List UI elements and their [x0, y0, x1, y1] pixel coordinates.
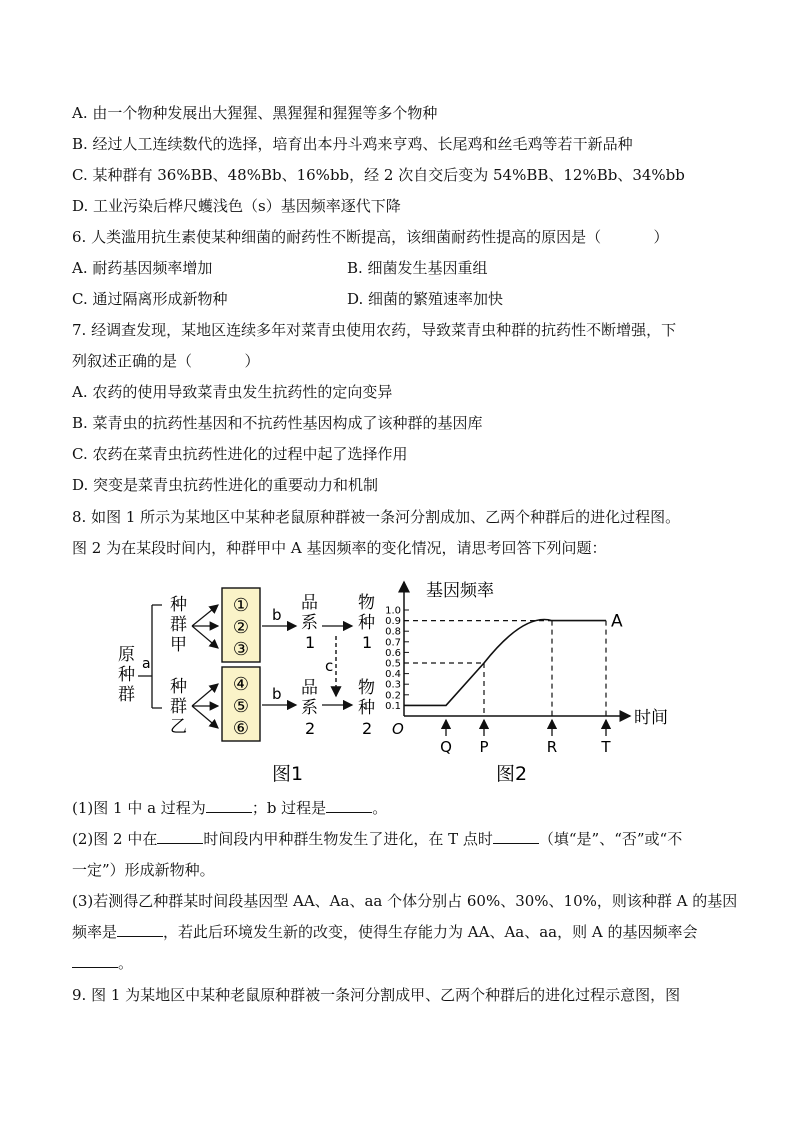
mutation-4: ④	[232, 674, 250, 695]
q5-option-a: A. 由一个物种发展出大猩猩、黑猩猩和猩猩等多个物种	[72, 104, 438, 122]
q8-sub1-pre: (1)图 1 中 a 过程为	[72, 799, 206, 817]
y-tick-label: 1.0	[385, 605, 401, 617]
species2-label-1: 物	[358, 678, 375, 698]
guide-lines	[404, 621, 606, 716]
figures-svg	[100, 578, 700, 790]
root-label-2: 种	[118, 665, 135, 685]
q7-option-c: C. 农药在菜青虫抗药性进化的过程中起了选择作用	[72, 445, 408, 463]
strain1-label-2: 系	[301, 613, 318, 633]
q9-stem-line1: 9. 图 1 为某地区中某种老鼠原种群被一条河分割成甲、乙两个种群后的进化过程示意图，图	[72, 986, 681, 1004]
q5-option-c: C. 某种群有 36%BB、48%Bb、16%bb，经 2 次自交后变为 54%BB、12%Bb、34%bb	[72, 166, 685, 184]
q8-figures	[100, 578, 700, 790]
q7-stem-line2: 列叙述正确的是（ ）	[72, 352, 260, 370]
origin-label: O	[392, 720, 404, 738]
q6-stem: 6. 人类滥用抗生素使某种细菌的耐药性不断提高，该细菌耐药性提高的原因是（ ）	[72, 228, 669, 246]
mutation-6: ⑥	[232, 718, 250, 739]
arrow-pop2-3	[192, 706, 218, 728]
q8-sub2	[72, 829, 682, 849]
strain1-label-1: 品	[301, 593, 318, 613]
figure-2-caption: 图2	[496, 763, 528, 785]
figure-2	[385, 581, 668, 785]
y-tick-label: 0.1	[385, 700, 401, 712]
q8-sub2-pre: (2)图 2 中在	[72, 830, 158, 848]
edge-a-label: a	[142, 656, 151, 672]
pop1-label-2: 群	[170, 615, 187, 635]
strain1-label-3: 1	[305, 633, 316, 652]
q8-sub3-end: 。	[118, 954, 134, 972]
q6-option-c: C. 通过隔离形成新物种	[72, 290, 228, 308]
x-mark-label: T	[601, 738, 611, 756]
y-tick-label: 0.4	[385, 669, 401, 681]
edge-b-label-2: b	[272, 685, 282, 703]
q8-sub3-pre: 频率是	[72, 923, 118, 941]
q8-sub2-mid: 时间段内甲种群生物发生了进化，在 T 点时	[203, 830, 493, 848]
mutation-5: ⑤	[232, 696, 250, 717]
q8-sub1-mid: ；b 过程是	[251, 799, 327, 817]
x-mark-label: Q	[440, 738, 452, 756]
arrow-pop1-3	[192, 626, 218, 648]
q8-stem-line1: 8. 如图 1 所示为某地区中某种老鼠原种群被一条河分割成加、乙两个种群后的进化过程图。	[72, 508, 681, 526]
q5-option-d: D. 工业污染后桦尺蠖浅色（s）基因频率逐代下降	[72, 197, 401, 215]
q6-option-a: A. 耐药基因频率增加	[72, 259, 213, 277]
species1-label-3: 1	[362, 633, 373, 652]
q7-stem-line1: 7. 经调查发现，某地区连续多年对菜青虫使用农药，导致菜青虫种群的抗药性不断增强，下	[72, 321, 677, 339]
pop1-label-1: 种	[170, 595, 187, 615]
figure-1-caption: 图1	[272, 763, 304, 785]
y-tick-label: 0.9	[385, 616, 401, 628]
curve-label-a: A	[611, 611, 623, 632]
root-label-1: 原	[118, 645, 135, 665]
arrow-pop1-1	[192, 605, 218, 626]
mutation-3: ③	[232, 639, 250, 660]
mutation-1: ①	[232, 595, 250, 616]
x-mark-group	[440, 720, 611, 756]
pop2-label-3: 乙	[170, 717, 187, 737]
y-tick-label: 0.8	[385, 626, 401, 638]
q8-sub3-mid: ，若此后环境发生新的改变，使得生存能力为 AA、Aa、aa，则 A 的基因频率会	[163, 923, 698, 941]
pop2-label-1: 种	[170, 677, 187, 697]
figure-1	[118, 588, 375, 785]
answer-blank-3[interactable]	[157, 829, 203, 844]
y-tick-label: 0.2	[385, 690, 401, 702]
answer-blank-2[interactable]	[326, 798, 372, 813]
pop1-label-3: 甲	[170, 635, 187, 655]
x-mark-label: R	[546, 738, 558, 756]
answer-blank-4[interactable]	[493, 829, 539, 844]
strain2-label-2: 系	[301, 698, 318, 718]
pop2-label-2: 群	[170, 697, 187, 717]
answer-blank-1[interactable]	[206, 798, 252, 813]
answer-blank-5[interactable]	[117, 922, 163, 937]
y-tick-label: 0.7	[385, 637, 401, 649]
strain2-label-3: 2	[305, 719, 316, 738]
species2-label-3: 2	[362, 719, 373, 738]
arrow-pop2-1	[192, 684, 218, 706]
q7-option-b: B. 菜青虫的抗药性基因和不抗药性基因构成了该种群的基因库	[72, 414, 483, 432]
strain2-label-1: 品	[301, 678, 318, 698]
q6-option-d: D. 细菌的繁殖速率加快	[347, 290, 504, 308]
y-tick-label: 0.5	[385, 658, 401, 670]
q8-sub3-line3	[72, 953, 133, 973]
q8-stem-line2: 图 2 为在某段时间内，种群甲中 A 基因频率的变化情况，请思考回答下列问题：	[72, 539, 607, 557]
q7-option-a: A. 农药的使用导致菜青虫发生抗药性的定向变异	[72, 383, 393, 401]
edge-c-label: c	[325, 657, 334, 675]
y-tick-label: 0.3	[385, 679, 401, 691]
q7-option-d: D. 突变是菜青虫抗药性进化的重要动力和机制	[72, 476, 379, 494]
answer-blank-6[interactable]	[72, 953, 118, 968]
root-label-3: 群	[118, 685, 135, 705]
q8-sub2-end: （填“是”、“否”或“不	[538, 830, 683, 848]
q8-sub1	[72, 798, 387, 818]
q8-sub1-end: 。	[372, 799, 388, 817]
species1-label-1: 物	[358, 593, 375, 613]
q8-sub2-line2: 一定”）形成新物种。	[72, 861, 215, 879]
y-tick-group	[385, 606, 409, 712]
q6-option-b: B. 细菌发生基因重组	[347, 259, 488, 277]
species2-label-2: 种	[358, 698, 375, 718]
x-mark-label: P	[479, 738, 489, 756]
q8-sub3-line1: (3)若测得乙种群某时间段基因型 AA、Aa、aa 个体分别占 60%、30%、10%，则该种群 A 的基因	[72, 892, 738, 910]
q5-option-b: B. 经过人工连续数代的选择，培育出本丹斗鸡来亨鸡、长尾鸡和丝毛鸡等若干新品种	[72, 135, 633, 153]
edge-b-label-1: b	[272, 606, 282, 624]
y-axis-label: 基因频率	[426, 581, 494, 601]
y-tick-label: 0.6	[385, 647, 401, 659]
species1-label-2: 种	[358, 613, 375, 633]
mutation-2: ②	[232, 617, 250, 638]
x-axis-label: 时间	[634, 708, 668, 728]
q8-sub3-line2	[72, 922, 697, 942]
